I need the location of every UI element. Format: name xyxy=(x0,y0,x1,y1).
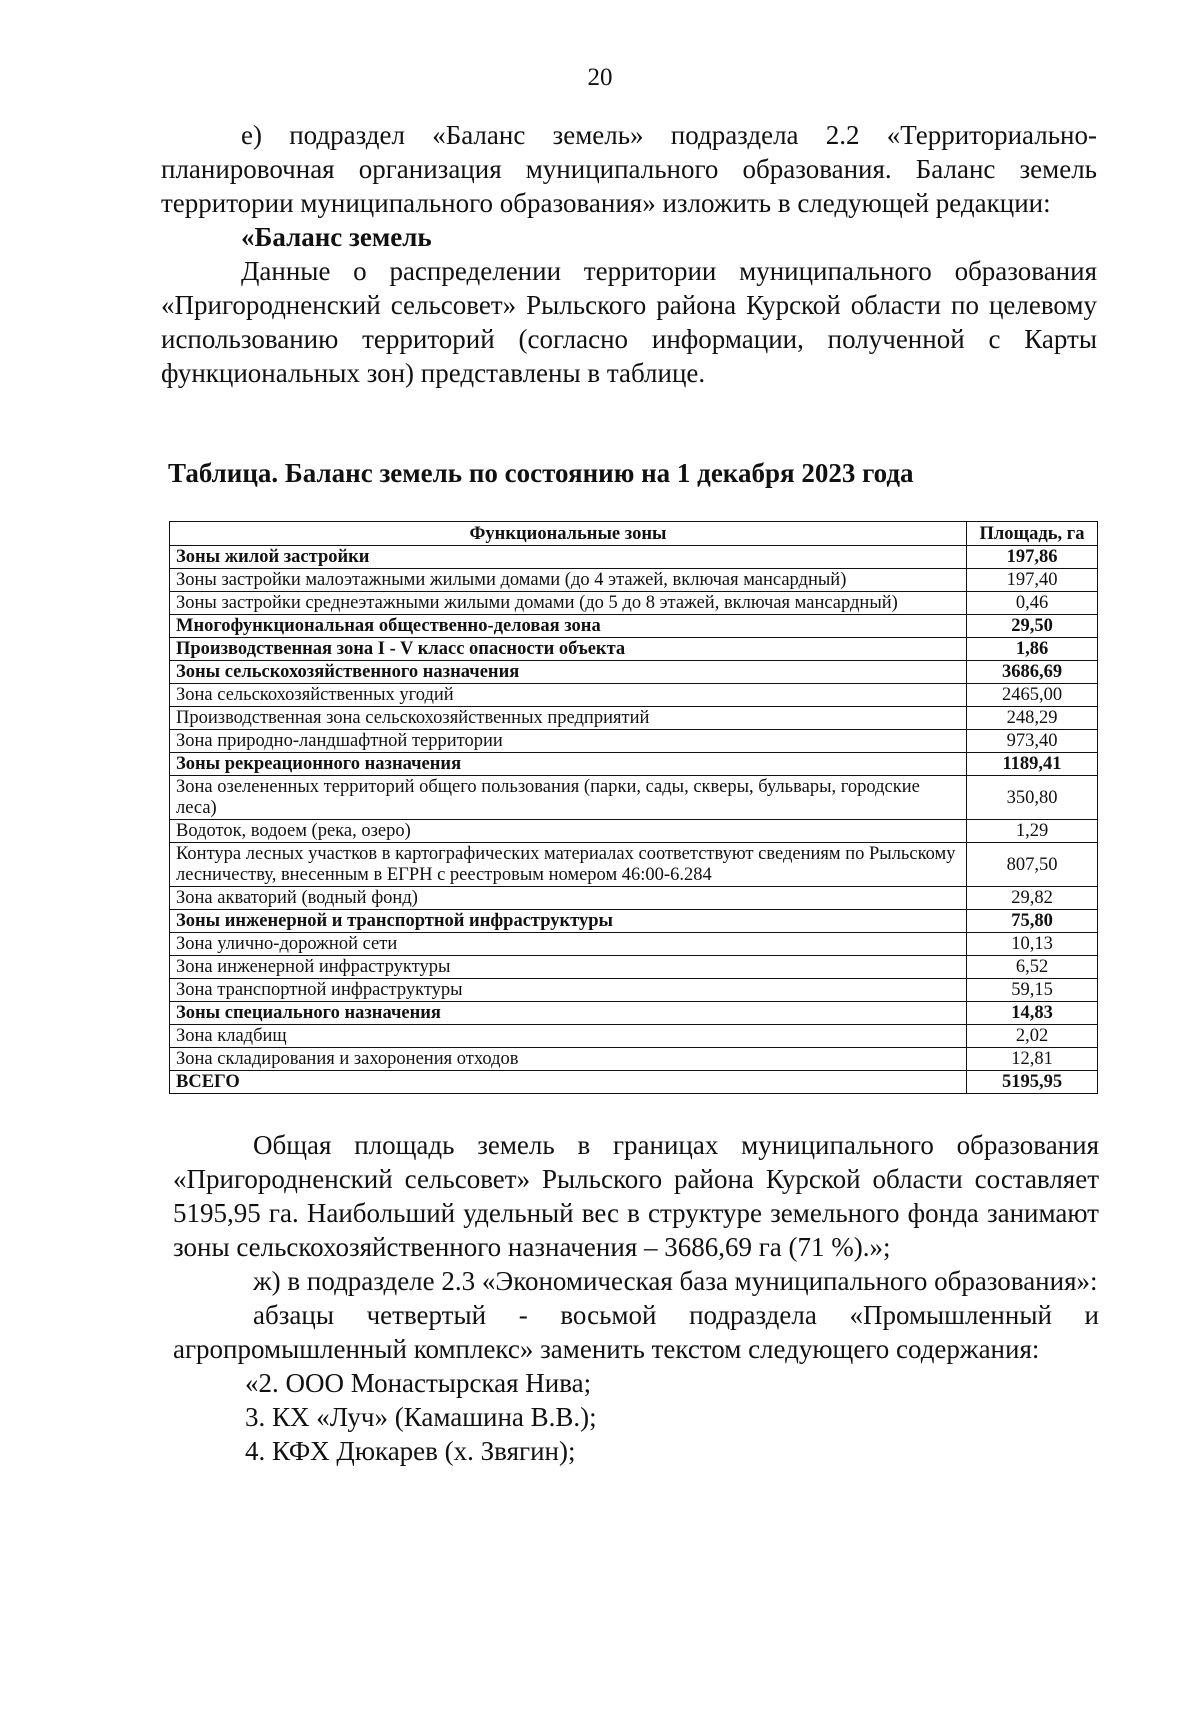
list-item: 3. КХ «Луч» (Камашина В.В.); xyxy=(245,1402,597,1432)
table-row xyxy=(170,1071,1098,1094)
zone-cell: Зона улично-дорожной сети xyxy=(170,933,967,956)
zone-cell: Зоны инженерной и транспортной инфраструктуры xyxy=(170,910,967,933)
intro-description: Данные о распределении территории муниципального образования «Пригородненский сельсовет» Рыльского района Курской области по целевому использованию территорий (согласно информации, полученной с Карты функциональных зон) представлены в таблице. xyxy=(161,256,1097,388)
table-row xyxy=(170,933,1098,956)
area-cell: 1,86 xyxy=(967,638,1098,661)
area-cell: 59,15 xyxy=(967,979,1098,1002)
zone-cell: Зона инженерной инфраструктуры xyxy=(170,956,967,979)
area-cell: 6,52 xyxy=(967,956,1098,979)
item-paragraphs: абзацы четвертый - восьмой подраздела «Промышленный и агропромышленный комплекс» заменить текстом следующего содержания: xyxy=(173,1300,1099,1364)
table-header-row xyxy=(170,522,1098,546)
table-row xyxy=(170,910,1098,933)
zone-cell: Зоны рекреационного назначения xyxy=(170,753,967,776)
table-row xyxy=(170,615,1098,638)
table-row xyxy=(170,730,1098,753)
list-item: 4. КФХ Дюкарев (х. Звягин); xyxy=(245,1436,576,1466)
table-row xyxy=(170,638,1098,661)
area-cell: 197,40 xyxy=(967,569,1098,592)
zone-cell: Зона кладбищ xyxy=(170,1025,967,1048)
header-area: Площадь, га xyxy=(967,522,1098,546)
zone-cell: Зона озелененных территорий общего пользования (парки, сады, скверы, бульвары, городские леса) xyxy=(170,776,967,820)
zone-cell: Многофункциональная общественно-деловая зона xyxy=(170,615,967,638)
zone-cell: Контура лесных участков в картографических материалах соответствуют сведениям по Рыльскому лесничеству, внесенным в ЕГРН с реестровым номером 46:00-6.284 xyxy=(170,843,967,887)
table-row xyxy=(170,592,1098,615)
table-row xyxy=(170,956,1098,979)
zone-cell: Производственная зона I - V класс опасности объекта xyxy=(170,638,967,661)
area-cell: 2465,00 xyxy=(967,684,1098,707)
table-row xyxy=(170,979,1098,1002)
zone-cell: Зона природно-ландшафтной территории xyxy=(170,730,967,753)
table-caption: Таблица. Баланс земель по состоянию на 1 декабря 2023 года xyxy=(168,458,914,488)
zone-cell: Зоны жилой застройки xyxy=(170,546,967,569)
zone-cell: Зоны сельскохозяйственного назначения xyxy=(170,661,967,684)
list-item: «2. ООО Монастырская Нива; xyxy=(245,1368,592,1398)
table-row xyxy=(170,707,1098,730)
area-cell: 10,13 xyxy=(967,933,1098,956)
area-cell: 3686,69 xyxy=(967,661,1098,684)
table-row xyxy=(170,569,1098,592)
area-cell: 2,02 xyxy=(967,1025,1098,1048)
area-cell: 350,80 xyxy=(967,776,1098,820)
zone-cell: Зоны застройки малоэтажными жилыми домами (до 4 этажей, включая мансардный) xyxy=(170,569,967,592)
zone-cell: Водоток, водоем (река, озеро) xyxy=(170,820,967,843)
table-row xyxy=(170,661,1098,684)
table-row xyxy=(170,887,1098,910)
zone-cell: Зона сельскохозяйственных угодий xyxy=(170,684,967,707)
area-cell: 973,40 xyxy=(967,730,1098,753)
land-balance-table xyxy=(169,521,1098,1094)
area-cell: 12,81 xyxy=(967,1048,1098,1071)
page-number: 20 xyxy=(587,64,613,91)
table-row xyxy=(170,1002,1098,1025)
header-zone: Функциональные зоны xyxy=(170,522,967,546)
table-row xyxy=(170,776,1098,820)
intro-paragraph: е) подраздел «Баланс земель» подраздела 2.2 «Территориально-планировочная организация муниципального образования. Баланс земель территории муниципального образования» изложить в следующей редакции: xyxy=(161,120,1097,218)
table-row xyxy=(170,684,1098,707)
zone-cell: Зоны специального назначения xyxy=(170,1002,967,1025)
area-cell: 5195,95 xyxy=(967,1071,1098,1094)
area-cell: 0,46 xyxy=(967,592,1098,615)
area-cell: 29,50 xyxy=(967,615,1098,638)
area-cell: 248,29 xyxy=(967,707,1098,730)
area-cell: 807,50 xyxy=(967,843,1098,887)
table-row xyxy=(170,820,1098,843)
area-cell: 197,86 xyxy=(967,546,1098,569)
table-row xyxy=(170,1048,1098,1071)
table-row xyxy=(170,843,1098,887)
lower-block xyxy=(173,1128,1099,1468)
zone-cell: Производственная зона сельскохозяйственных предприятий xyxy=(170,707,967,730)
area-cell: 29,82 xyxy=(967,887,1098,910)
area-cell: 14,83 xyxy=(967,1002,1098,1025)
zone-cell: Зона складирования и захоронения отходов xyxy=(170,1048,967,1071)
section-title: «Баланс земель xyxy=(241,222,432,252)
zone-cell: Зоны застройки среднеэтажными жилыми домами (до 5 до 8 этажей, включая мансардный) xyxy=(170,592,967,615)
item-zh: ж) в подразделе 2.3 «Экономическая база муниципального образования»: xyxy=(253,1266,1098,1296)
area-cell: 1189,41 xyxy=(967,753,1098,776)
area-cell: 75,80 xyxy=(967,910,1098,933)
area-cell: 1,29 xyxy=(967,820,1098,843)
summary-paragraph: Общая площадь земель в границах муниципального образования «Пригородненский сельсовет» Рыльского района Курской области составляет 5195,95 га. Наибольший удельный вес в структуре земельного фонда занимают зоны сельскохозяйственного назначения – 3686,69 га (71 %).»; xyxy=(173,1130,1099,1262)
table-row xyxy=(170,753,1098,776)
table-row xyxy=(170,546,1098,569)
intro-block xyxy=(161,118,1097,390)
zone-cell: Зона акваторий (водный фонд) xyxy=(170,887,967,910)
zone-cell: ВСЕГО xyxy=(170,1071,967,1094)
table-row xyxy=(170,1025,1098,1048)
zone-cell: Зона транспортной инфраструктуры xyxy=(170,979,967,1002)
table-body xyxy=(170,546,1098,1094)
